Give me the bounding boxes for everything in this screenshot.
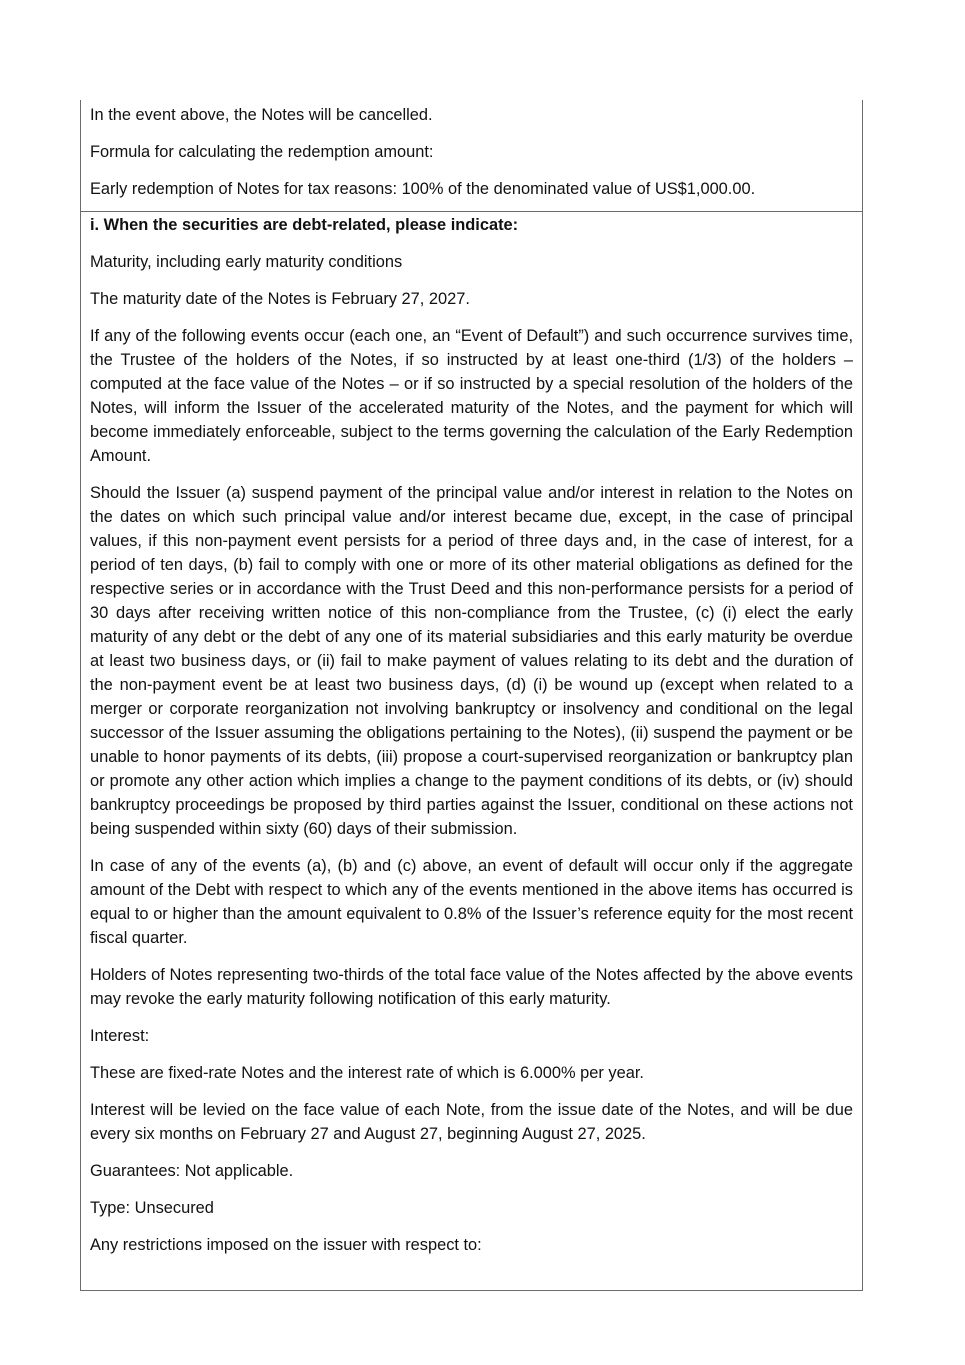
type-text: Type: Unsecured	[90, 1199, 214, 1217]
event-of-default-text: If any of the following events occur (each one, an “Event of Default”) and such occurrence survives time, the Trustee of the holders of the Notes, if so instructed by at least one-third (1/3) of the holders – computed at the face value of the Notes – or if so instructed by a special resolution of the holders of the Notes, will inform the Issuer of the accelerated maturity of the Notes, and the payment for which will become immediately enforceable, subject to the terms governing the calculation of the Early Redemption Amount.	[90, 327, 853, 465]
maturity-date-text: The maturity date of the Notes is February 27, 2027.	[90, 290, 470, 308]
interest-rate-text: These are fixed-rate Notes and the interest rate of which is 6.000% per year.	[90, 1064, 644, 1082]
maturity-label: Maturity, including early maturity conditions	[90, 253, 403, 271]
early-redemption-text: Early redemption of Notes for tax reasons: 100% of the denominated value of US$1,000.00.	[90, 180, 756, 198]
threshold-text: In case of any of the events (a), (b) and (c) above, an event of default will occur only if the aggregate amount of the Debt with respect to which any of the events mentioned in the above items has occurred is equal to or higher than the amount equivalent to 0.8% of the Issuer’s reference equity for the most recent fiscal quarter.	[90, 857, 853, 947]
debt-securities-cell	[81, 212, 862, 1257]
redemption-cell	[81, 100, 862, 212]
guarantees-text: Guarantees: Not applicable.	[90, 1162, 294, 1180]
formula-label: Formula for calculating the redemption amount:	[90, 143, 434, 161]
interest-schedule-text: Interest will be levied on the face value of each Note, from the issue date of the Notes, and will be due every six months on February 27 and August 27, beginning August 27, 2025.	[90, 1101, 853, 1143]
revocation-text: Holders of Notes representing two-thirds of the total face value of the Notes affected by the above events may revoke the early maturity following notification of this early maturity.	[90, 966, 853, 1008]
default-conditions-text: Should the Issuer (a) suspend payment of the principal value and/or interest in relation to the Notes on the dates on which such principal value and/or interest became due, except, in the case of principal values, if this non-payment event persists for a period of three days and, in the case of interest, for a period of ten days, (b) fail to comply with one or more of its other material obligations as defined for the respective series or in accordance with the Trust Deed and this non-performance persists for a period of 30 days after receiving written notice of this non-compliance from the Trustee, (c) (i) elect the early maturity of any debt or the debt of any one of its material subsidiaries and this early maturity be overdue at least two business days, or (ii) fail to make payment of values relating to its debt and the duration of the non-payment event be at least two business days, (d) (i) be wound up (except when related to a merger or corporate reorganization not involving bankruptcy or insolvency and conditional on the legal successor of the Issuer assuming the obligations pertaining to the Notes), (ii) suspend the payment or be unable to honor payments of its debts, (iii) propose a court-supervised reorganization or bankruptcy plan or promote any other action which implies a change to the payment conditions of its debts, or (iv) should bankruptcy proceedings be proposed by third parties against the Issuer, conditional on these actions not being suspended within sixty (60) days of their submission.	[90, 484, 853, 838]
cancellation-text: In the event above, the Notes will be cancelled.	[90, 106, 433, 124]
interest-label: Interest:	[90, 1027, 150, 1045]
restrictions-label: Any restrictions imposed on the issuer with respect to:	[90, 1236, 482, 1254]
section-heading: i. When the securities are debt-related, please indicate:	[90, 216, 519, 234]
document-table	[80, 100, 863, 1291]
